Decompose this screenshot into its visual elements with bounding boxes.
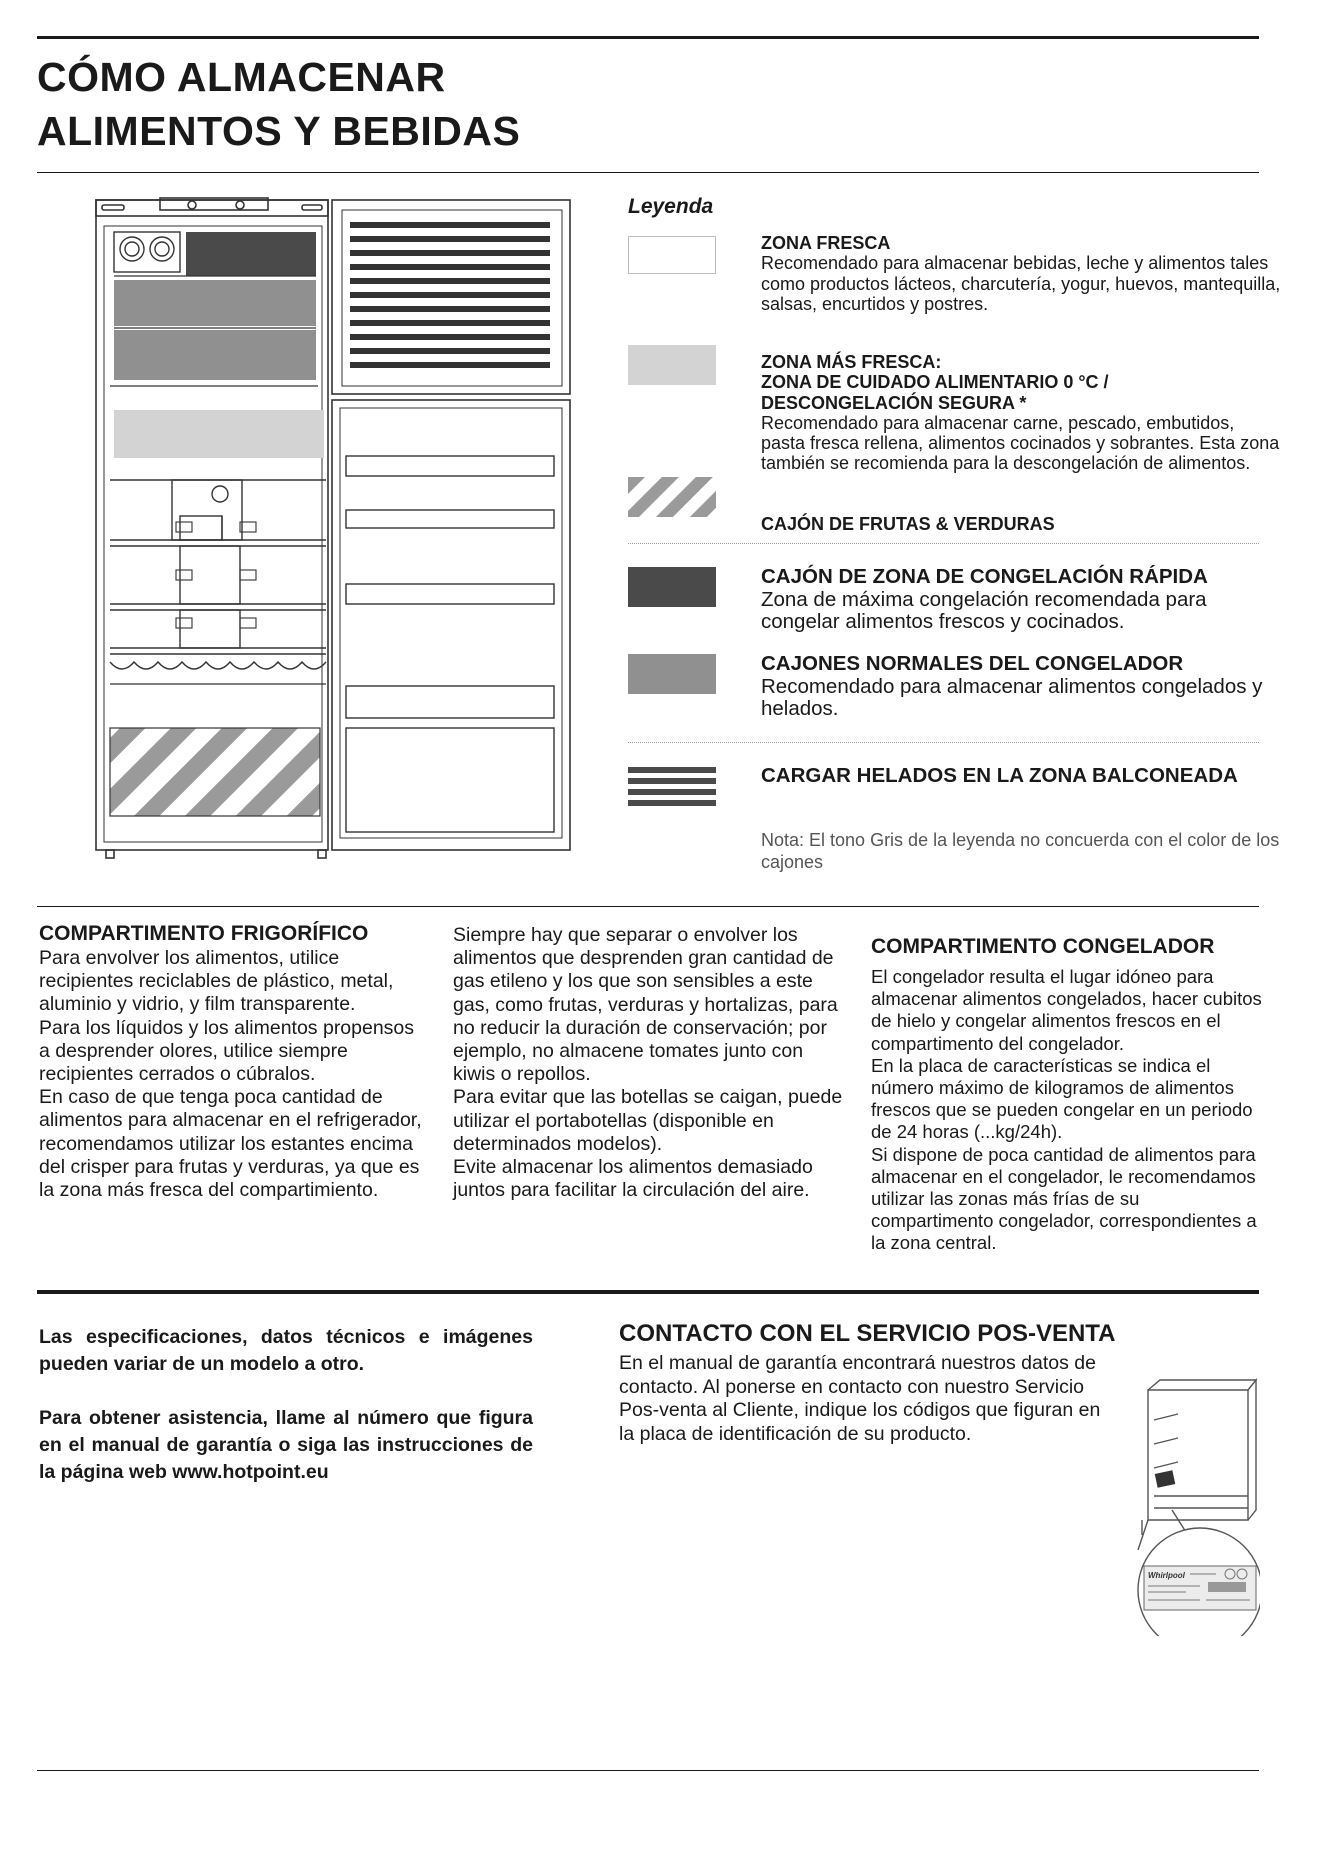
legend-fresh-text: Recomendado para almacenar bebidas, leche y alimentos tales como productos lácteos, charcutería, yogur, huevos, mantequilla, salsas, encurtidos y postres. <box>761 253 1281 314</box>
fridge-compartment-p2: Para los líquidos y los alimentos propensos a desprender olores, utilice siempre recipientes cerrados o cúbralos. <box>39 1016 415 1086</box>
legend-normal-freezer-heading: CAJONES NORMALES DEL CONGELADOR <box>761 652 1184 675</box>
legend-fresh-heading: ZONA FRESCA <box>761 233 891 253</box>
swatch-ice-cream-balcony <box>628 766 716 808</box>
freezer-compartment-p1: El congelador resulta el lugar idóneo para almacenar alimentos congelados, hacer cubitos de hielo y congelar alimentos frescos en el compartimento del congelador. <box>871 966 1262 1054</box>
swatch-coolest-zone <box>628 345 716 385</box>
fridge-compartment-p1: Para envolver los alimentos, utilice recipientes reciclables de plástico, metal, aluminio y vidrio, y film transparente. <box>39 947 394 1016</box>
legend-quick-freeze <box>761 566 1281 634</box>
quick-freeze-drawer <box>186 232 316 276</box>
swatch-normal-freezer <box>628 654 716 694</box>
legend-coolest-heading-2: ZONA DE CUIDADO ALIMENTARIO 0 °C / DESCONGELACIÓN SEGURA * <box>761 372 1109 413</box>
plate-brand: Whirlpool <box>1148 1571 1185 1580</box>
swatch-crisper <box>628 477 716 517</box>
swatch-fresh-zone <box>628 236 716 274</box>
legend-crisper-heading: CAJÓN DE FRUTAS & VERDURAS <box>761 514 1055 534</box>
spec-paragraph-2: Para obtener asistencia, llame al número que figura en el manual de garantía o siga las instrucciones de la página web www.hotpoint.eu <box>39 1407 533 1483</box>
freezer-compartment-column <box>871 934 1263 1255</box>
top-rule <box>37 36 1259 39</box>
spec-paragraph-1: Las especificaciones, datos técnicos e imágenes pueden variar de un modelo a otro. <box>39 1326 533 1375</box>
middle-column <box>453 924 845 1202</box>
mid-rule <box>37 906 1259 907</box>
legend-quick-freeze-text: Zona de máxima congelación recomendada para congelar alimentos frescos y cocinados. <box>761 587 1207 633</box>
knobs <box>114 232 180 272</box>
bottle-rack <box>110 662 326 669</box>
freezer-drawer-2 <box>114 330 316 380</box>
rating-plate-illustration <box>1130 1360 1260 1636</box>
rating-plate <box>1144 1566 1256 1610</box>
contact-text: En el manual de garantía encontrará nuestros datos de contacto. Al ponerse en contacto con nuestro Servicio Pos-venta al Cliente, indique los códigos que figuran en la placa de identificación de su producto. <box>619 1352 1101 1445</box>
footer-rule <box>37 1770 1259 1771</box>
fridge-diagram <box>92 196 582 868</box>
legend-title: Leyenda <box>628 195 714 218</box>
page-title-line-1: CÓMO ALMACENAR <box>37 54 446 100</box>
fridge-compartment-column <box>39 921 429 1202</box>
legend-coolest-text: Recomendado para almacenar carne, pescado, embutidos, pasta fresca rellena, alimentos cocinados y sobrantes. Esta zona también se recomienda para la descongelación de alimentos. <box>761 412 1280 474</box>
plate-location-marker <box>1155 1470 1176 1487</box>
columns-bottom-rule <box>37 1290 1259 1294</box>
page-title-line-2: ALIMENTOS Y BEBIDAS <box>37 108 521 154</box>
freezer-compartment-heading: COMPARTIMENTO CONGELADOR <box>871 935 1215 958</box>
middle-p2: Para evitar que las botellas se caigan, puede utilizar el portabotellas (disponible en determinados modelos). <box>453 1086 843 1155</box>
legend-normal-freezer <box>761 653 1281 721</box>
middle-p1: Siempre hay que separar o envolver los alimentos que desprenden gran cantidad de gas etileno y los que son sensibles a este gas, como frutas, verduras y hortalizas, para no reducir la duración de conservación; por ejemplo, no almacene tomates junto con kiwis o repollos. <box>453 924 838 1086</box>
swatch-quick-freeze <box>628 567 716 607</box>
specifications-notice <box>39 1324 533 1513</box>
crisper-drawer <box>110 728 320 816</box>
door-balconies <box>346 456 554 832</box>
legend-ice-cream-heading: CARGAR HELADOS EN LA ZONA BALCONEADA <box>761 764 1238 787</box>
legend-normal-freezer-text: Recomendado para almacenar alimentos congelados y helados. <box>761 674 1263 720</box>
legend-coolest-zone <box>761 352 1281 474</box>
freezer-compartment-p2: En la placa de características se indica el número máximo de kilogramos de alimentos frescos que se pueden congelar en un periodo de 24 horas (...kg/24h). <box>871 1054 1253 1143</box>
fridge-compartment-p3: En caso de que tenga poca cantidad de alimentos para almacenar en el refrigerador, recomendamos utilizar los estantes encima del crisper para frutas y verduras, ya que es la zona más fresca del compartimiento. <box>39 1086 422 1202</box>
fridge-shelves <box>110 480 326 654</box>
legend-divider-2 <box>628 742 1259 743</box>
legend-divider-1 <box>628 543 1259 544</box>
freezer-drawer-1 <box>114 280 316 326</box>
legend-ice-cream-balcony <box>761 765 1281 788</box>
middle-p3: Evite almacenar los alimentos demasiado juntos para facilitar la circulación del aire. <box>453 1156 813 1202</box>
fridge-compartment-heading: COMPARTIMENTO FRIGORÍFICO <box>39 922 369 945</box>
legend-fresh-zone <box>761 233 1281 314</box>
page-title <box>37 50 520 158</box>
contact-heading: CONTACTO CON EL SERVICIO POS-VENTA <box>619 1320 1116 1347</box>
legend-coolest-heading: ZONA MÁS FRESCA: <box>761 352 942 372</box>
coolest-zone-band <box>114 410 324 458</box>
ice-cream-balcony <box>350 222 550 368</box>
legend-crisper <box>761 514 1281 534</box>
legend-note: Nota: El tono Gris de la leyenda no concuerda con el color de los cajones <box>761 830 1280 872</box>
freezer-compartment-p3: Si dispone de poca cantidad de alimentos para almacenar en el congelador, le recomendamos utilizar las zonas más frías de su compartimento congelador, correspondientes a la zona central. <box>871 1143 1257 1254</box>
title-rule <box>37 172 1259 173</box>
legend-quick-freeze-heading: CAJÓN DE ZONA DE CONGELACIÓN RÁPIDA <box>761 565 1208 588</box>
